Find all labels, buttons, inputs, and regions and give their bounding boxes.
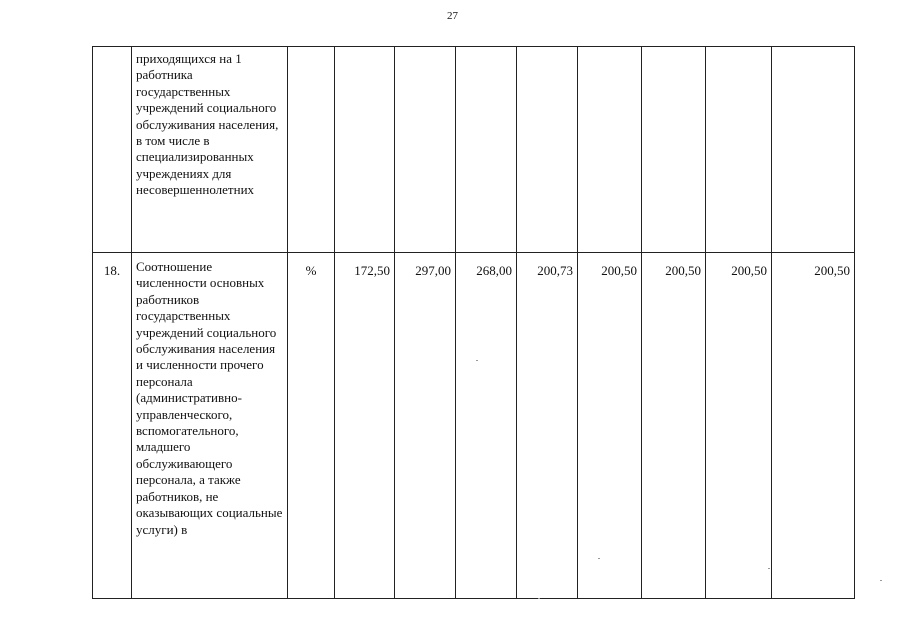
value-cell bbox=[335, 47, 395, 253]
value-cell bbox=[706, 47, 772, 253]
value-cell bbox=[517, 47, 578, 253]
value-cell bbox=[772, 47, 855, 253]
value-cell: 172,50 bbox=[335, 253, 395, 599]
value-cell: 268,00 bbox=[456, 253, 517, 599]
table-row bbox=[93, 47, 855, 253]
row-number-cell: 18. bbox=[93, 253, 132, 599]
page-number: 27 bbox=[447, 10, 458, 22]
unit-cell bbox=[288, 47, 335, 253]
indicator-name-cell: Соотношение численности основных работников государственных учреждений социального обслуживания населения и численности прочего персонала (административно-управленческого, вспомогательного, младшего обслуживающего персонала, а также работников, не оказывающих социальные услуги) в bbox=[132, 253, 288, 599]
value-cell: 297,00 bbox=[395, 253, 456, 599]
value-cell bbox=[395, 47, 456, 253]
value-cell bbox=[642, 47, 706, 253]
value-cell: 200,73 bbox=[517, 253, 578, 599]
value-cell bbox=[578, 47, 642, 253]
unit-cell: % bbox=[288, 253, 335, 599]
indicator-table bbox=[92, 46, 855, 599]
table-row bbox=[93, 253, 855, 599]
value-cell: 200,50 bbox=[578, 253, 642, 599]
value-cell: 200,50 bbox=[772, 253, 855, 599]
indicator-name-cell: приходящихся на 1 работника государственных учреждений социального обслуживания населения, в том числе в специализированных учреждениях для несовершеннолетних bbox=[132, 47, 288, 253]
row-number-cell bbox=[93, 47, 132, 253]
value-cell: 200,50 bbox=[706, 253, 772, 599]
value-cell bbox=[456, 47, 517, 253]
value-cell: 200,50 bbox=[642, 253, 706, 599]
